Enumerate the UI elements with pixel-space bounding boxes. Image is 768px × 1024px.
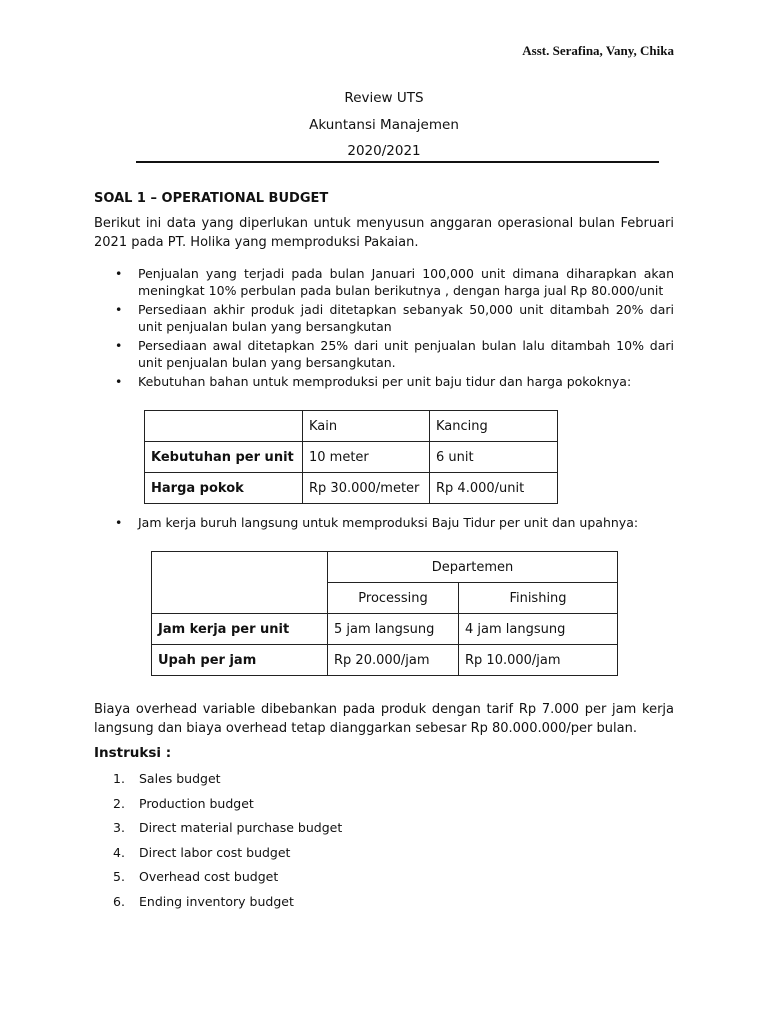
table-empty-cell [152,552,328,614]
table-header-cell: Kain [303,411,430,442]
list-item [113,893,342,918]
list-number: 2. [113,795,125,811]
list-item [113,844,342,869]
table-row [145,411,558,442]
bullet-item: • Jam kerja buruh langsung untuk memproduksi Baju Tidur per unit dan upahnya: [94,514,674,531]
list-text: Direct material purchase budget [139,820,343,835]
bullet-list [94,265,674,392]
list-text: Overhead cost budget [139,869,279,884]
table-row [152,614,618,645]
list-item [113,770,342,795]
table-row-label: Upah per jam [152,645,328,676]
list-item [113,868,342,893]
list-text: Ending inventory budget [139,893,294,909]
list-number: 4. [113,844,125,860]
department-header: Departemen [328,552,618,583]
labor-table [151,551,618,676]
table-row-label: Harga pokok [145,473,303,504]
table-row-label: Jam kerja per unit [152,614,328,645]
list-number: 6. [113,893,125,909]
table-cell: Rp 4.000/unit [430,473,558,504]
table-cell: 6 unit [430,442,558,473]
section-title: SOAL 1 – OPERATIONAL BUDGET [94,191,329,206]
instructions-list [113,770,342,917]
table-row [145,442,558,473]
list-text: Direct labor cost budget [139,844,291,860]
instructions-title: Instruksi : [94,745,172,761]
title-divider [136,161,659,163]
overhead-paragraph: Biaya overhead variable dibebankan pada produk dengan tarif Rp 7.000 per jam kerja langsung dan biaya overhead tetap dianggarkan sebesar Rp 80.000.000/per bulan. [94,702,674,736]
list-text: Production budget [139,795,254,811]
list-text: Sales budget [139,771,221,786]
bullet-item: • Kebutuhan bahan untuk memproduksi per unit baju tidur dan harga pokoknya: [94,373,674,390]
intro-paragraph: Berikut ini data yang diperlukan untuk menyusun anggaran operasional bulan Februari 2021 pada PT. Holika yang memproduksi Pakaian. [94,216,674,250]
table-cell: 5 jam langsung [328,614,459,645]
table-cell: Rp 20.000/jam [328,645,459,676]
title-line-2: Akuntansi Manajemen [309,116,459,133]
table-header-cell: Processing [328,583,459,614]
table-cell: Rp 10.000/jam [459,645,618,676]
document-title [0,88,768,168]
bullet-item: • Persediaan awal ditetapkan 25% dari unit penjualan bulan lalu ditambah 10% dari unit penjualan bulan yang bersangkutan. [94,337,674,371]
table-header-cell: Kancing [430,411,558,442]
list-number: 3. [113,820,125,835]
bullet-item: • Persediaan akhir produk jadi ditetapkan sebanyak 50,000 unit ditambah 20% dari unit penjualan bulan yang bersangkutan [94,301,674,335]
table-cell: Rp 30.000/meter [303,473,430,504]
list-number: 5. [113,869,125,884]
table-cell [145,411,303,442]
title-line-1: Review UTS [344,90,424,106]
bullet-item: • Penjualan yang terjadi pada bulan Januari 100,000 unit dimana diharapkan akan meningkat 10% perbulan pada bulan berikutnya , dengan harga jual Rp 80.000/unit [94,265,674,299]
table-row [152,645,618,676]
list-item [113,795,342,820]
list-item [113,819,342,844]
title-line-3: 2020/2021 [347,143,421,159]
labor-bullet-list [94,514,674,533]
table-cell: 4 jam langsung [459,614,618,645]
table-header-cell: Finishing [459,583,618,614]
list-number: 1. [113,771,125,786]
material-table [144,410,558,504]
table-row [152,552,618,583]
table-row-label: Kebutuhan per unit [145,442,303,473]
author-names: Asst. Serafina, Vany, Chika [522,43,674,58]
table-row [145,473,558,504]
table-cell: 10 meter [303,442,430,473]
